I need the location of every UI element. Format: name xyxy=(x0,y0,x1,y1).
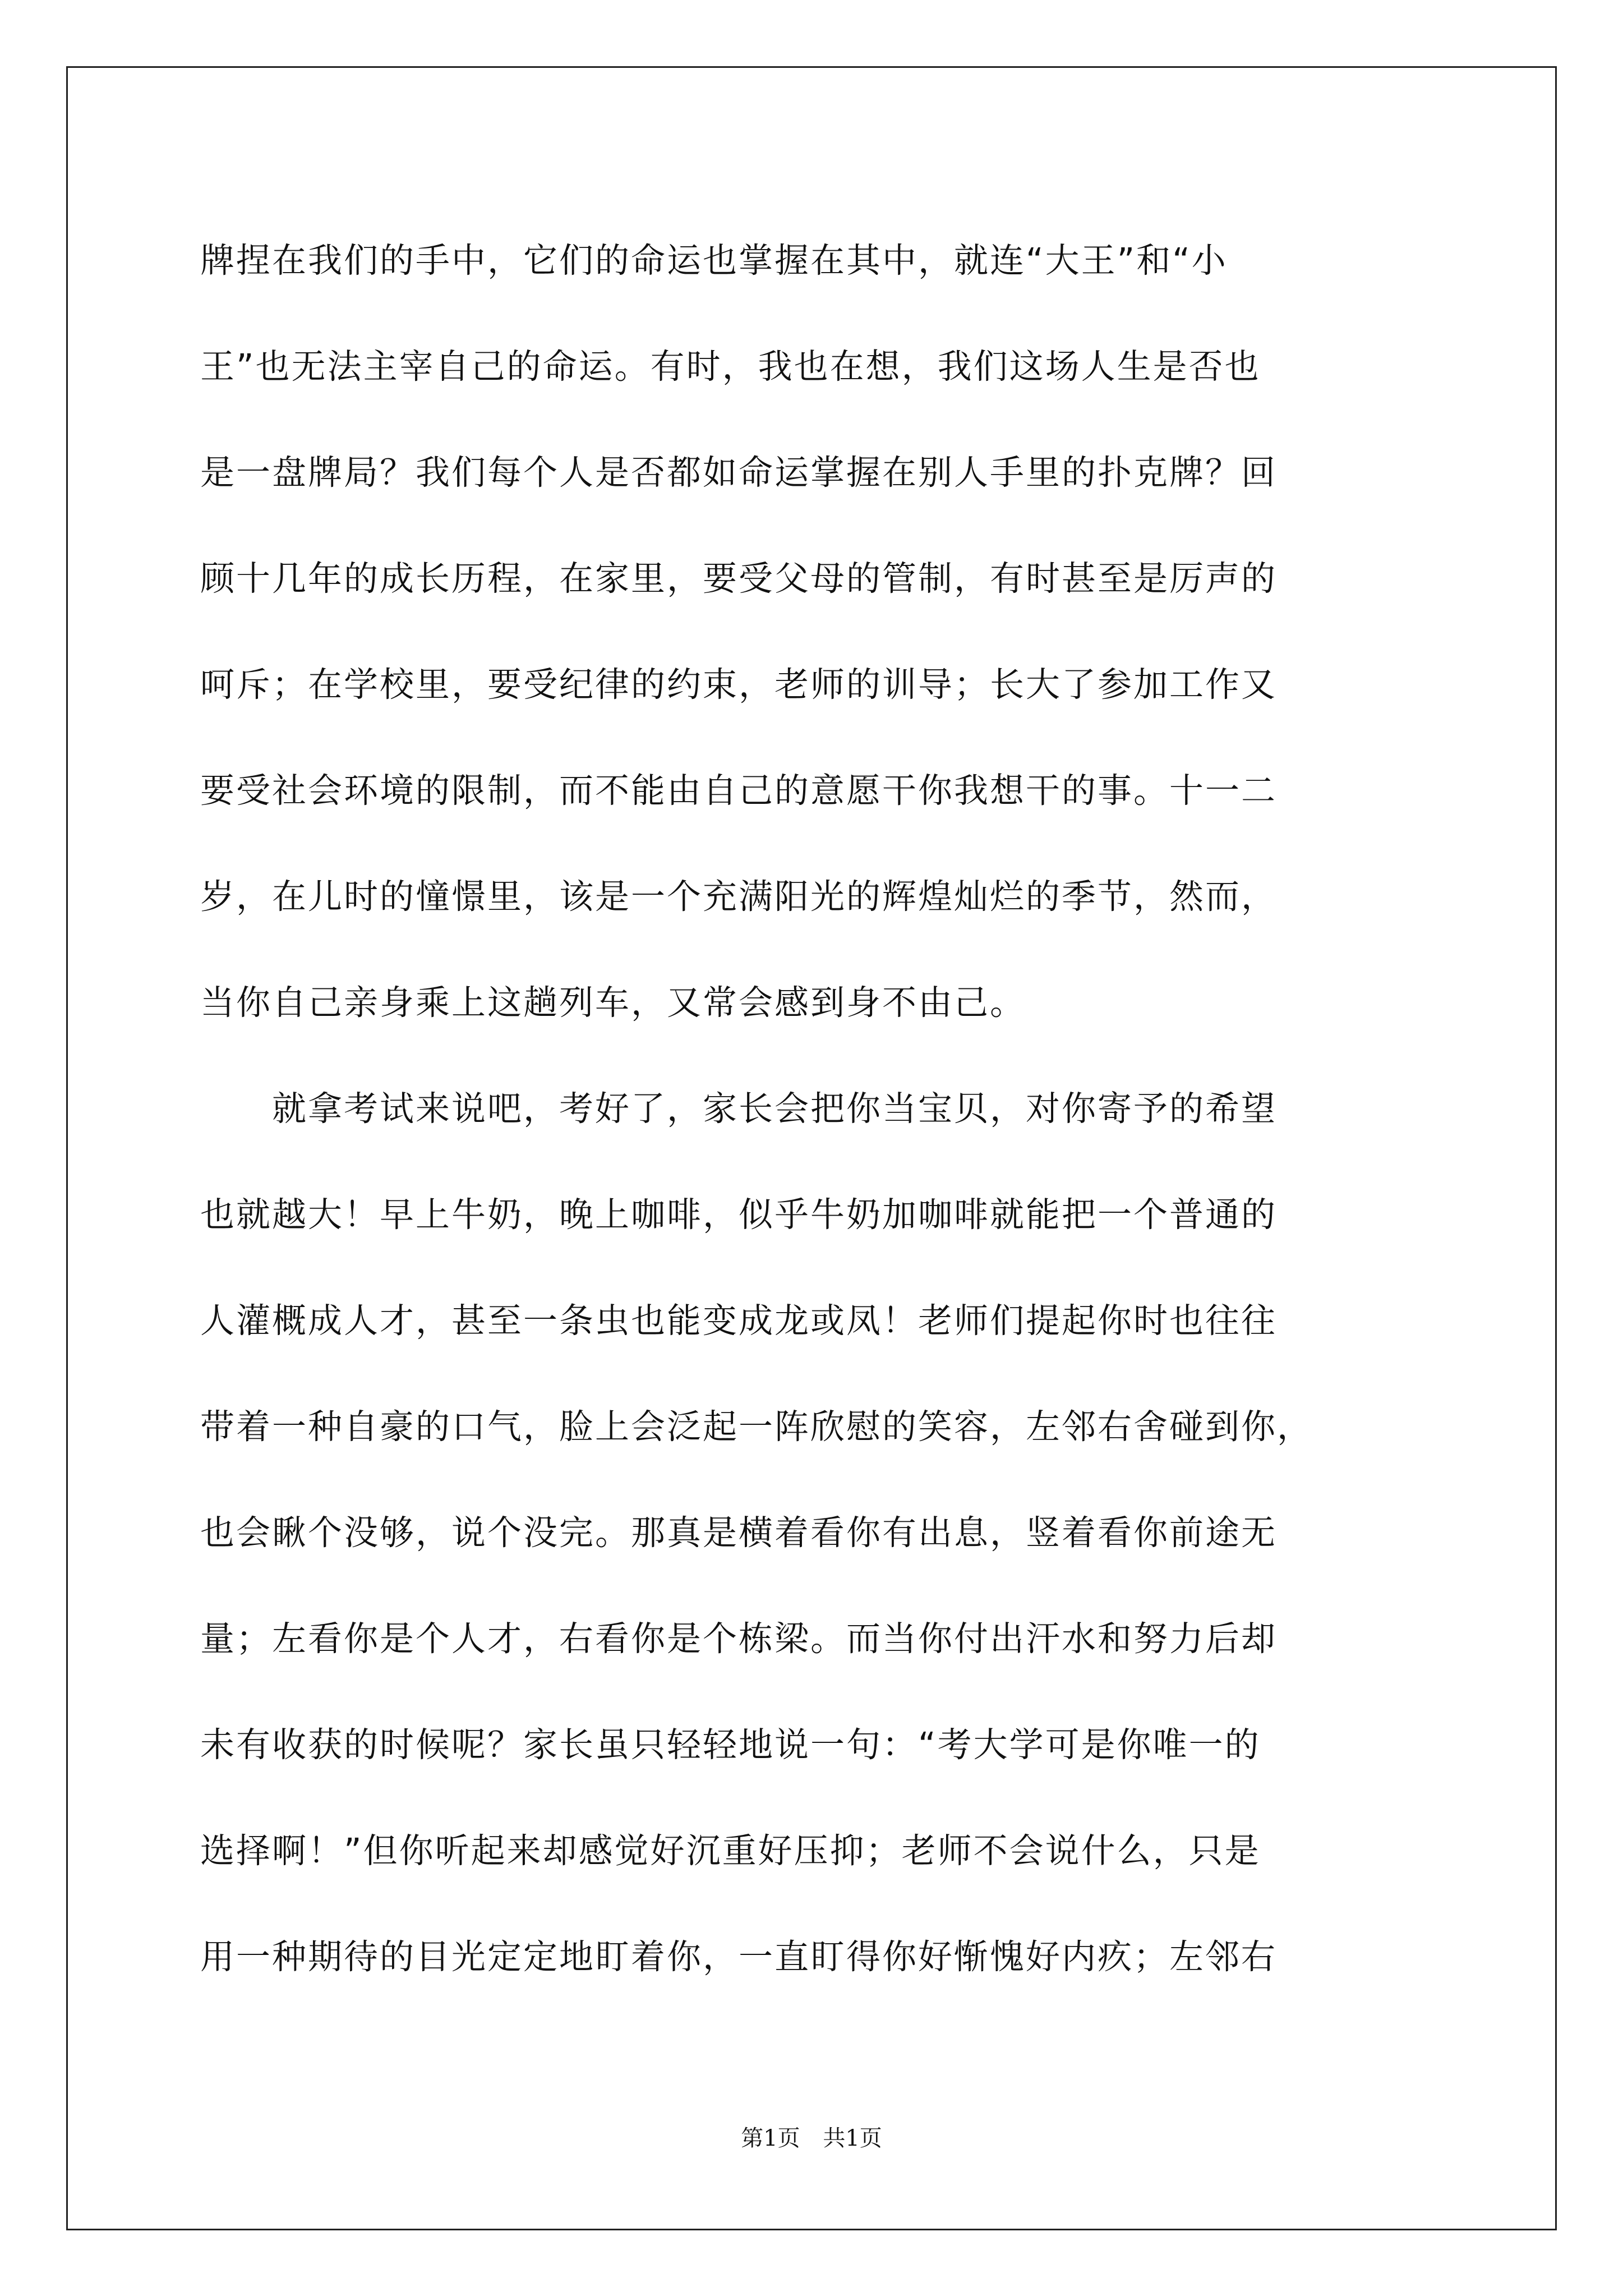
text-line: 就拿考试来说吧，考好了，家长会把你当宝贝，对你寄予的希望 xyxy=(200,1089,1278,1129)
page-number: 第1页 xyxy=(741,2125,800,2151)
text-line: 当你自己亲身乘上这趟列车，又常会感到身不由己。 xyxy=(200,983,1026,1023)
text-line: 用一种期待的目光定定地盯着你，一直盯得你好惭愧好内疚；左邻右 xyxy=(200,1937,1278,1977)
text-line: 牌捏在我们的手中，它们的命运也掌握在其中，就连“大王”和“小 xyxy=(200,241,1228,280)
text-line: 岁，在儿时的憧憬里，该是一个充满阳光的辉煌灿烂的季节，然而， xyxy=(200,877,1278,917)
page-footer xyxy=(0,2120,1623,2152)
page-total: 共1页 xyxy=(823,2125,882,2151)
text-line: 是一盘牌局？我们每个人是否都如命运掌握在别人手里的扑克牌？回 xyxy=(200,453,1278,493)
text-line: 带着一种自豪的口气，脸上会泛起一阵欣慰的笑容，左邻右舍碰到你， xyxy=(200,1407,1313,1447)
document-body xyxy=(200,208,1440,2010)
text-line: 也就越大！早上牛奶，晚上咖啡，似乎牛奶加咖啡就能把一个普通的 xyxy=(200,1195,1278,1235)
text-line: 量；左看你是个人才，右看你是个栋梁。而当你付出汗水和努力后却 xyxy=(200,1619,1278,1659)
text-line: 人灌概成人才，甚至一条虫也能变成龙或凤！老师们提起你时也往往 xyxy=(200,1301,1278,1341)
text-line: 未有收获的时候呢？家长虽只轻轻地说一句：“考大学可是你唯一的 xyxy=(200,1725,1261,1765)
text-line: 要受社会环境的限制，而不能由自己的意愿干你我想干的事。十一二 xyxy=(200,771,1278,811)
text-line: 顾十几年的成长历程，在家里，要受父母的管制，有时甚至是厉声的 xyxy=(200,559,1278,599)
text-line: 王”也无法主宰自己的命运。有时，我也在想，我们这场人生是否也 xyxy=(200,347,1261,386)
text-line: 呵斥；在学校里，要受纪律的约束，老师的训导；长大了参加工作又 xyxy=(200,665,1278,705)
text-line: 也会瞅个没够，说个没完。那真是横着看你有出息，竖着看你前途无 xyxy=(200,1513,1278,1553)
text-line: 选择啊！”但你听起来却感觉好沉重好压抑；老师不会说什么，只是 xyxy=(200,1831,1261,1871)
